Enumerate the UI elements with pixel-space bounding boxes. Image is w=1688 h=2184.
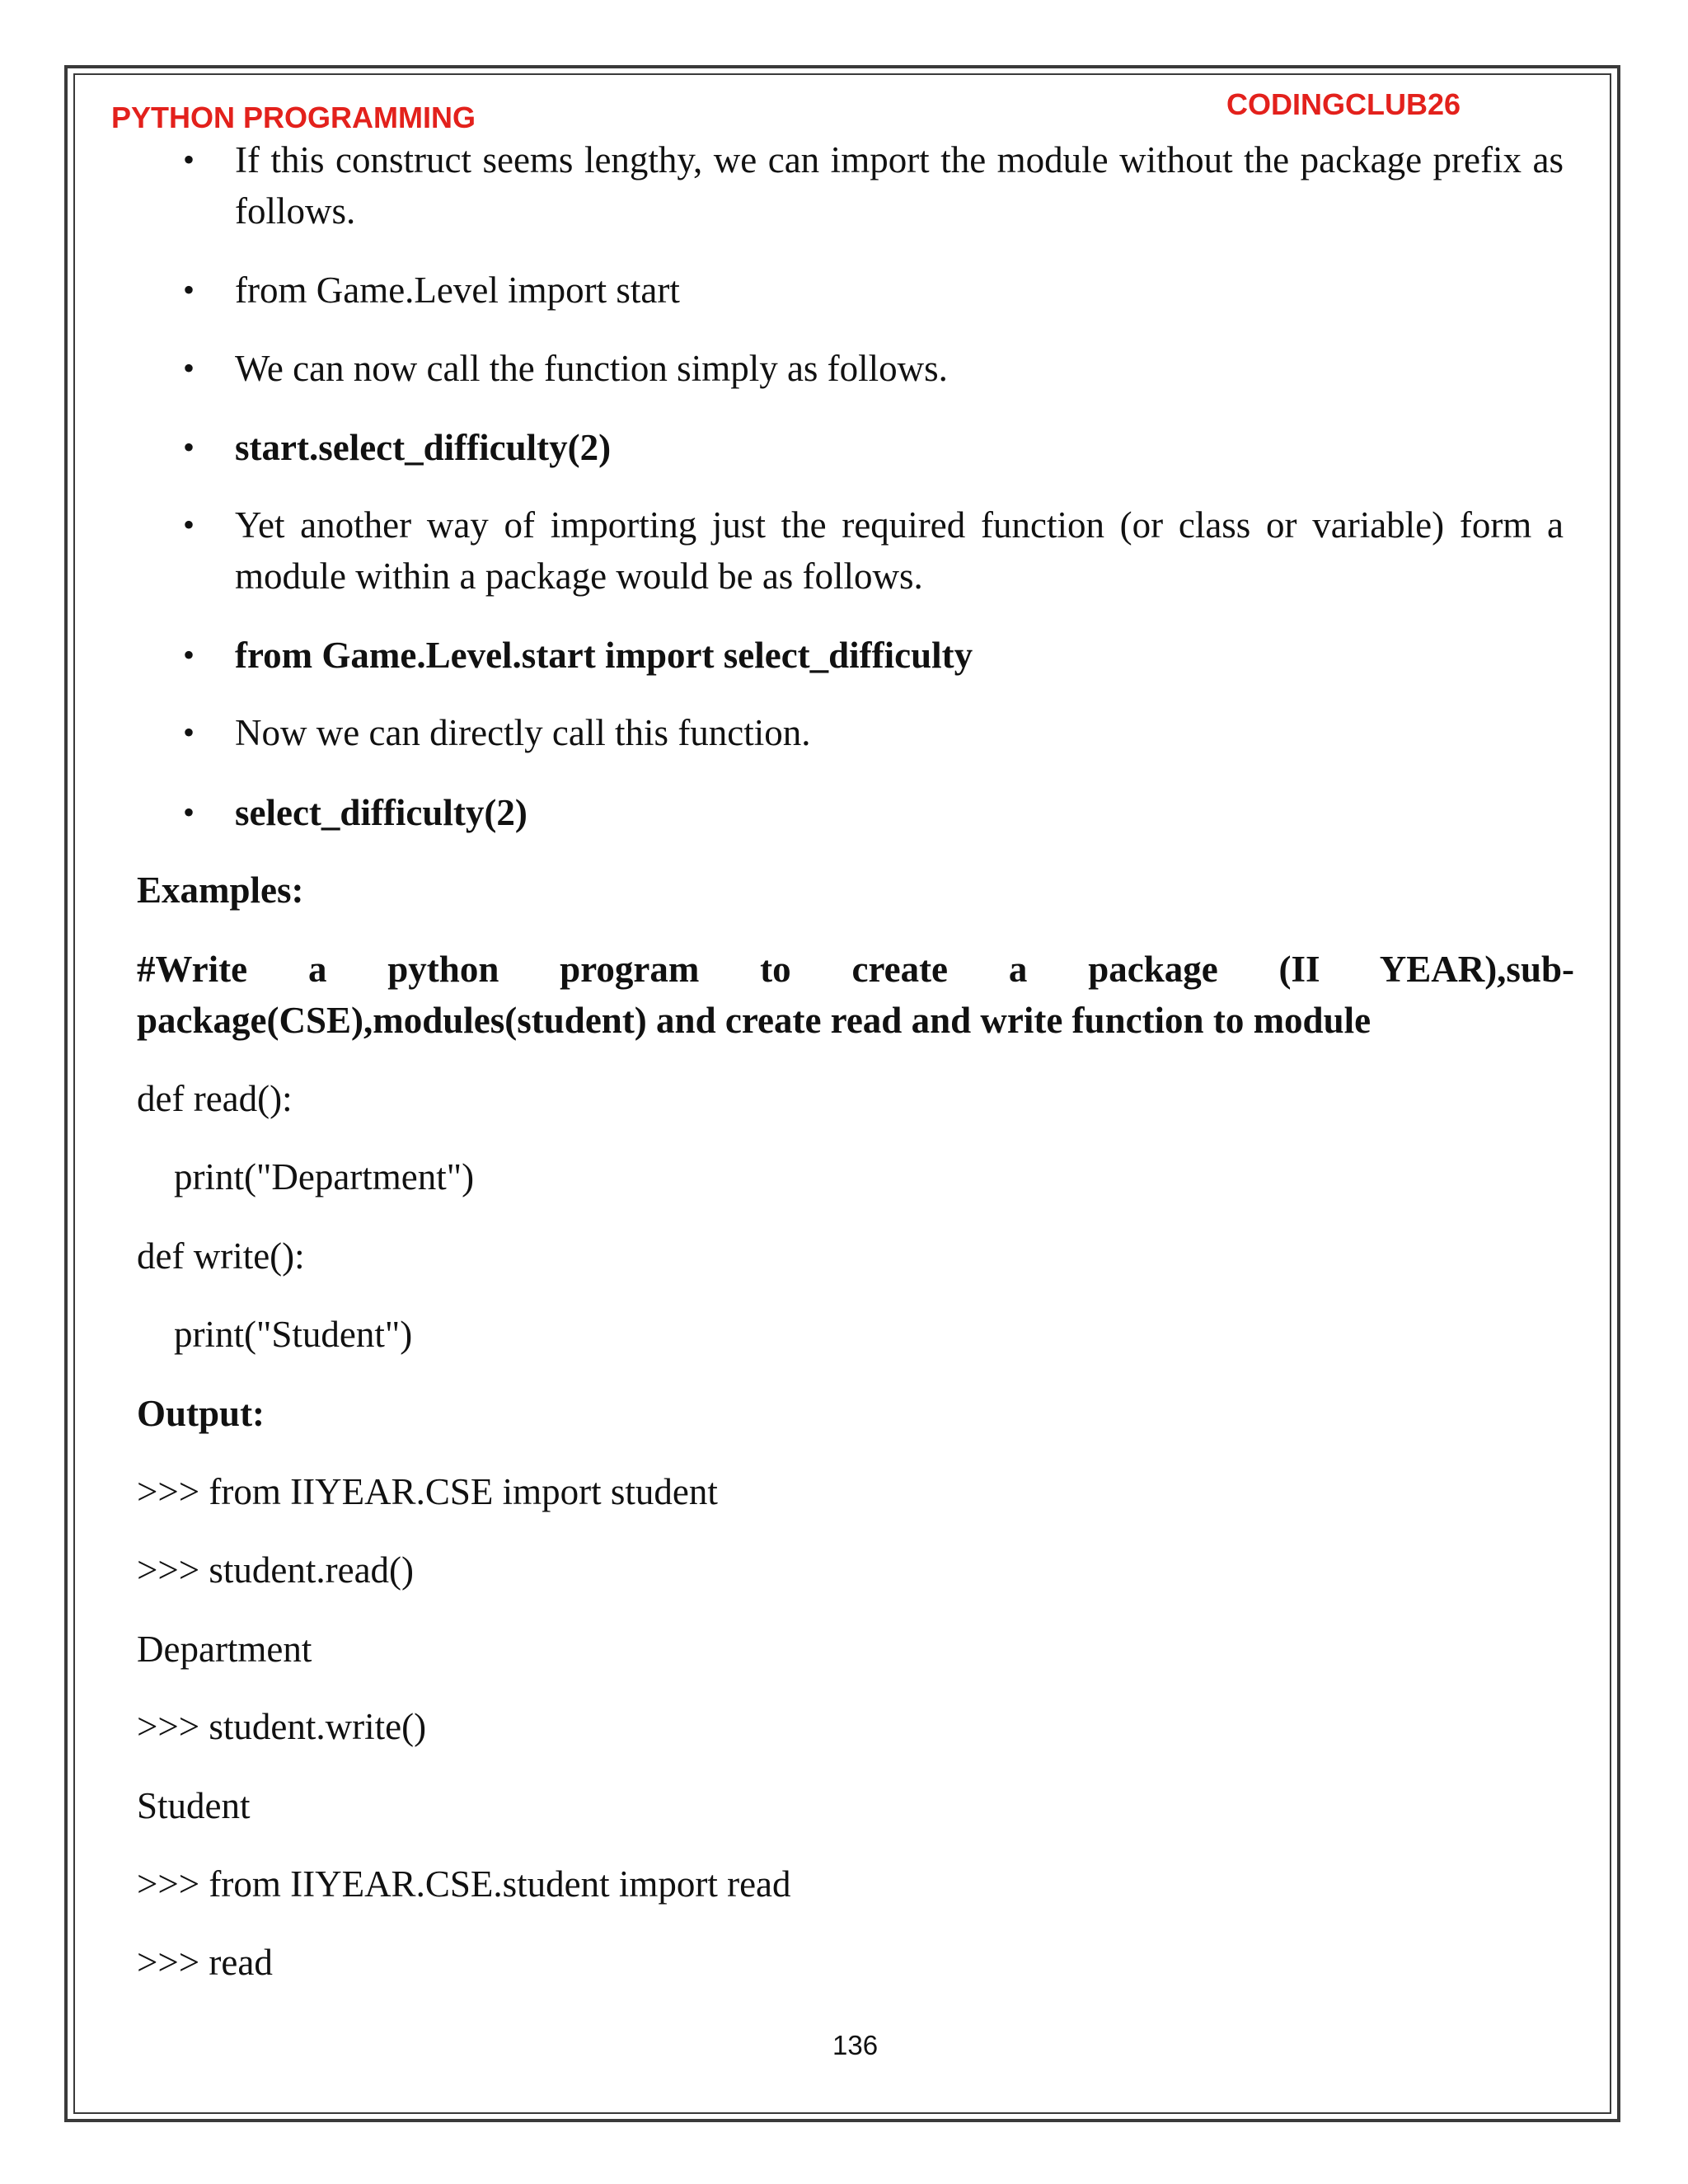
bullet-item: start.select_difficulty(2) — [235, 427, 612, 468]
task-description-line1: #Write a python program to create a package (II YEAR),sub- — [137, 949, 1574, 990]
bullet-item: We can now call the function simply as follows. — [235, 348, 948, 389]
bullet-item: from Game.Level import start — [235, 269, 680, 311]
header-brand: CODINGCLUB26 — [1226, 87, 1461, 121]
bullet-icon: • — [183, 271, 195, 308]
code-line: print("Department") — [174, 1156, 475, 1197]
bullet-icon: • — [183, 636, 195, 673]
page-number: 136 — [832, 2030, 879, 2060]
output-line: >>> from IIYEAR.CSE.student import read — [137, 1863, 791, 1905]
code-line: def write(): — [137, 1235, 305, 1277]
bullet-icon: • — [183, 714, 195, 751]
bullet-icon: • — [183, 429, 195, 466]
bullet-item: select_difficulty(2) — [235, 792, 528, 833]
bullet-item: Yet another way of importing just the required function (or class or variable) form a module within a package would be as follows. — [235, 504, 1564, 597]
bullet-icon: • — [183, 506, 195, 543]
bullet-icon: • — [183, 141, 195, 178]
bullet-icon: • — [183, 349, 195, 387]
output-line: >>> student.write() — [137, 1706, 427, 1747]
output-line: Student — [137, 1785, 251, 1826]
output-line: Department — [137, 1629, 312, 1670]
bullet-icon: • — [183, 794, 195, 831]
output-line: >>> student.read() — [137, 1549, 415, 1591]
header-title: PYTHON PROGRAMMING — [111, 101, 476, 134]
code-line: def read(): — [137, 1078, 293, 1119]
bullet-item: from Game.Level.start import select_difficulty — [235, 635, 973, 676]
examples-heading: Examples: — [137, 869, 304, 911]
task-description-line2: package(CSE),modules(student) and create read and write function to module — [137, 1000, 1372, 1041]
bullet-item: Now we can directly call this function. — [235, 712, 811, 753]
output-line: >>> read — [137, 1942, 273, 1983]
bullet-item: If this construct seems lengthy, we can import the module without the package prefix as follows. — [235, 139, 1564, 232]
code-line: print("Student") — [174, 1314, 413, 1355]
output-line: >>> from IIYEAR.CSE import student — [137, 1471, 718, 1512]
output-heading: Output: — [137, 1393, 265, 1434]
